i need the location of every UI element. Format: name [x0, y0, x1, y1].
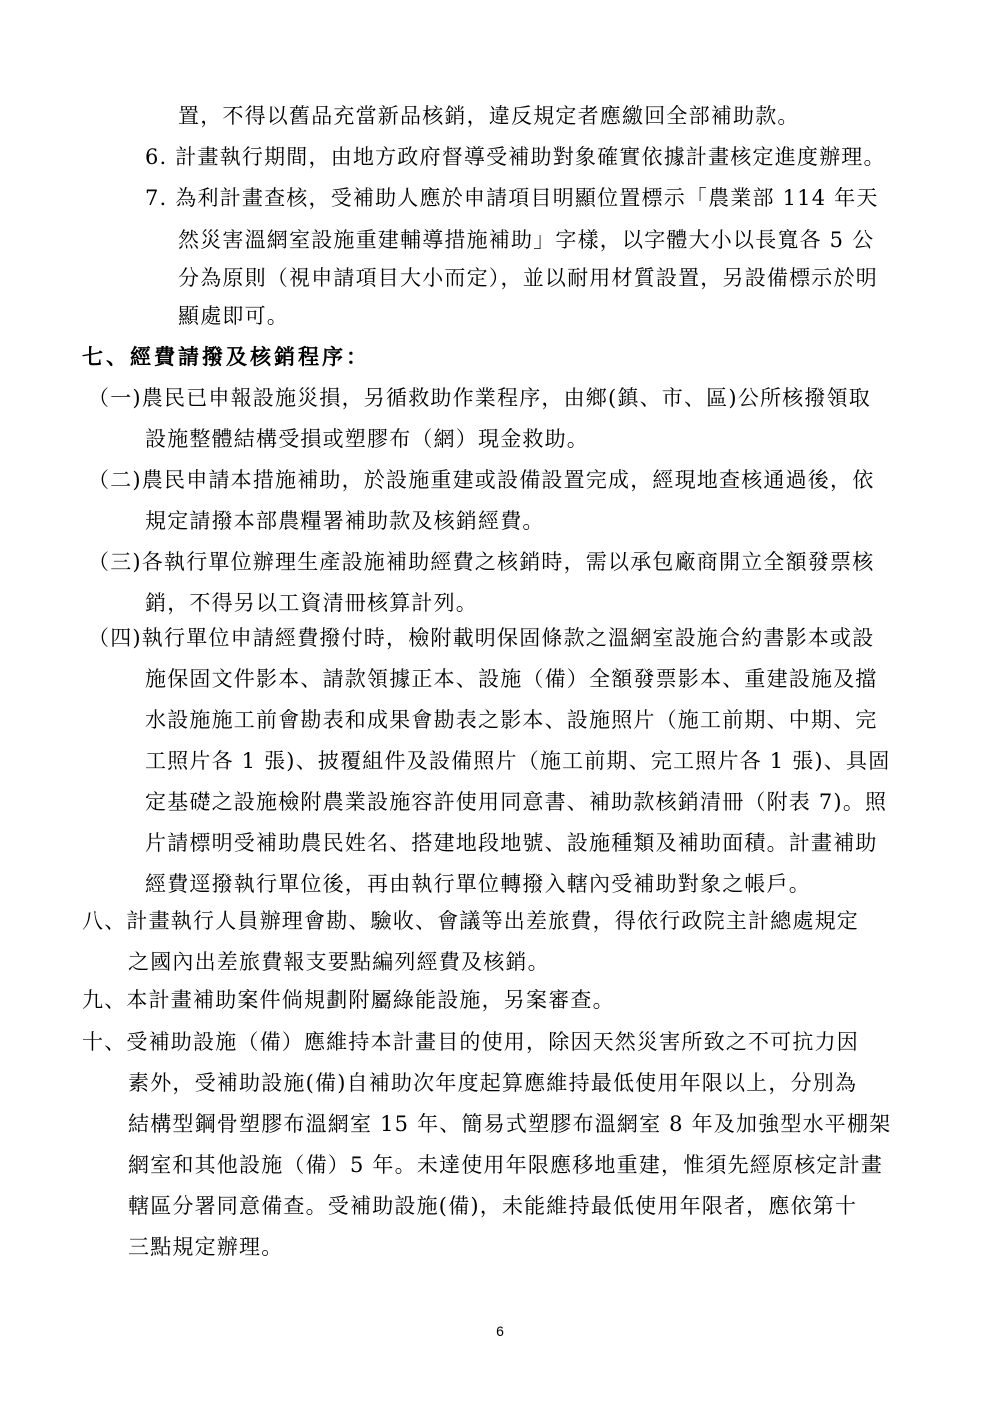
text-line: 素外，受補助設施(備)自補助次年度起算應維持最低使用年限以上，分別為 — [128, 1071, 858, 1095]
text-line: 網室和其他設施（備）5 年。未達使用年限應移地重建，惟須先經原核定計畫 — [128, 1153, 884, 1177]
sub-item-2: （二)農民申請本措施補助，於設施重建或設備設置完成，經現地查核通過後，依 — [88, 468, 875, 492]
text-line: 結構型鋼骨塑膠布溫網室 15 年、簡易式塑膠布溫網室 8 年及加強型水平棚架 — [128, 1112, 892, 1136]
text-line: 規定請撥本部農糧署補助款及核銷經費。 — [145, 509, 545, 533]
text-line: 工照片各 1 張)、披覆組件及設備照片（施工前期、完工照片各 1 張)、具固 — [145, 749, 891, 773]
list-item-6: 6. 計畫執行期間，由地方政府督導受補助對象確實依據計畫核定進度辦理。 — [145, 145, 886, 169]
list-item-7: 7. 為利計畫查核，受補助人應於申請項目明顯位置標示「農業部 114 年天 — [145, 186, 879, 210]
page-number: 6 — [496, 1323, 504, 1339]
text-line: 水設施施工前會勘表和成果會勘表之影本、設施照片（施工前期、中期、完 — [145, 708, 878, 732]
text-line: 銷，不得另以工資清冊核算計列。 — [145, 591, 478, 615]
text-line: 三點規定辦理。 — [128, 1235, 284, 1259]
text-line: 然災害溫網室設施重建輔導措施補助」字樣，以字體大小以長寬各 5 公 — [178, 228, 875, 252]
section-8: 八、計畫執行人員辦理會勘、驗收、會議等出差旅費，得依行政院主計總處規定 — [82, 909, 859, 933]
text-line: 置，不得以舊品充當新品核銷，違反規定者應繳回全部補助款。 — [178, 104, 800, 128]
sub-item-1: （一)農民已申報設施災損，另循救助作業程序，由鄉(鎮、市、區)公所核撥領取 — [88, 386, 871, 410]
text-line: 顯處即可。 — [178, 304, 289, 328]
sub-item-3: （三)各執行單位辦理生產設施補助經費之核銷時，需以承包廠商開立全額發票核 — [88, 550, 875, 574]
sub-item-4: （四)執行單位申請經費撥付時，檢附載明保固條款之溫網室設施合約書影本或設 — [88, 626, 875, 650]
text-line: 定基礎之設施檢附農業設施容許使用同意書、補助款核銷清冊（附表 7)。照 — [145, 790, 888, 814]
text-line: 施保固文件影本、請款領據正本、設施（備）全額發票影本、重建設施及擋 — [145, 667, 878, 691]
text-line: 轄區分署同意備查。受補助設施(備)，未能維持最低使用年限者，應依第十 — [128, 1194, 858, 1218]
text-line: 分為原則（視申請項目大小而定），並以耐用材質設置，另設備標示於明 — [178, 266, 878, 290]
text-line: 之國內出差旅費報支要點編列經費及核銷。 — [128, 950, 550, 974]
section-10: 十、受補助設施（備）應維持本計畫目的使用，除因天然災害所致之不可抗力因 — [82, 1030, 859, 1054]
section-9: 九、本計畫補助案件倘規劃附屬綠能設施，另案審查。 — [82, 988, 615, 1012]
text-line: 片請標明受補助農民姓名、搭建地段地號、設施種類及補助面積。計畫補助 — [145, 831, 878, 855]
section-heading-7: 七、經費請撥及核銷程序： — [82, 345, 370, 369]
text-line: 設施整體結構受損或塑膠布（網）現金救助。 — [145, 427, 589, 451]
text-line: 經費逕撥執行單位後，再由執行單位轉撥入轄內受補助對象之帳戶。 — [145, 872, 811, 896]
